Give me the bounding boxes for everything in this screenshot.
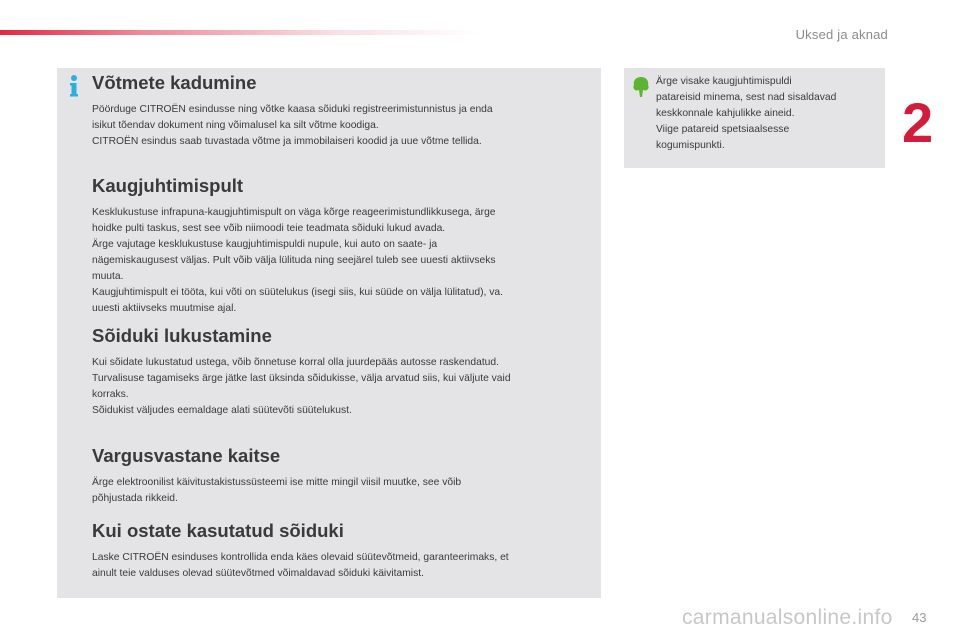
section-title: Võtmete kadumine	[92, 72, 257, 93]
watermark: carmanualsonline.info	[682, 606, 893, 629]
eco-text: Ärge visake kaugjuhtimispuldi patareisid minema, sest nad sisaldavad keskkonnale kahjulikke aineid. Viige patareid spetsiaalsesse kogumispunkti.	[656, 76, 837, 151]
section-used-vehicle	[92, 520, 592, 582]
section-body: Kui sõidate lukustatud ustega, võib õnnetuse korral olla juurdepääs autosse raskendatud. Turvalisuse tagamiseks ärge jätke last üksinda sõidukisse, välja arvatud siis, kui väljute vaid korraks. Sõidukist väljudes eemaldage alati süütevõti süütelukust.	[92, 357, 511, 416]
section-title: Kui ostate kasutatud sõiduki	[92, 520, 344, 541]
section-body: Pöörduge CITROËN esindusse ning võtke kaasa sõiduki registreerimistunnistus ja enda isikut tõendav dokument ning võimalusel ka silt võtme koodiga. CITROËN esindus saab tuvastada võtme ja immobilaiseri koodid ja uue võtme tellida.	[92, 104, 493, 147]
section-remote-control	[92, 175, 592, 317]
section-key-loss	[92, 72, 592, 150]
section-title: Kaugjuhtimispult	[92, 175, 244, 196]
section-body: Laske CITROËN esinduses kontrollida enda käes olevaid süütevõtmeid, garanteerimaks, et ainult teie valduses olevad süütevõtmed võimaldavad sõiduki käivitamist.	[92, 552, 509, 579]
section-vehicle-locking	[92, 325, 592, 419]
header-stripe	[0, 30, 480, 35]
page-number: 43	[912, 610, 927, 625]
section-anti-theft	[92, 445, 592, 507]
chapter-number: 2	[902, 91, 934, 154]
section-title: Vargusvastane kaitse	[92, 445, 281, 466]
section-title: Sõiduki lukustamine	[92, 325, 272, 346]
chapter-title: Uksed ja aknad	[795, 27, 888, 42]
info-panel	[57, 68, 601, 598]
eco-panel	[624, 68, 885, 168]
section-body: Kesklukustuse infrapuna-kaugjuhtimispult on väga kõrge reageerimistundlikkusega, ärge hoidke pulti taskus, sest see võib niimoodi teie teadmata sõiduki lukud avada. Ärge vajutage kesklukustuse kaugjuhtimispuldi nupule, kui auto on saate- ja nägemiskaugusest väljas. Pult võib välja lülituda ning seejärel tuleb see uuesti aktiivseks muuta. Kaugjuhtimispult ei tööta, kui võti on süütelukus (isegi siis, kui süüde on välja lülitatud), va. uuesti aktiivseks muutmise ajal.	[92, 207, 503, 314]
section-body: Ärge elektroonilist käivitustakistussüsteemi ise mitte mingil viisil muutke, see võib põhjustada rikkeid.	[92, 477, 462, 504]
info-icon	[67, 74, 81, 100]
leaf-icon	[632, 76, 650, 98]
